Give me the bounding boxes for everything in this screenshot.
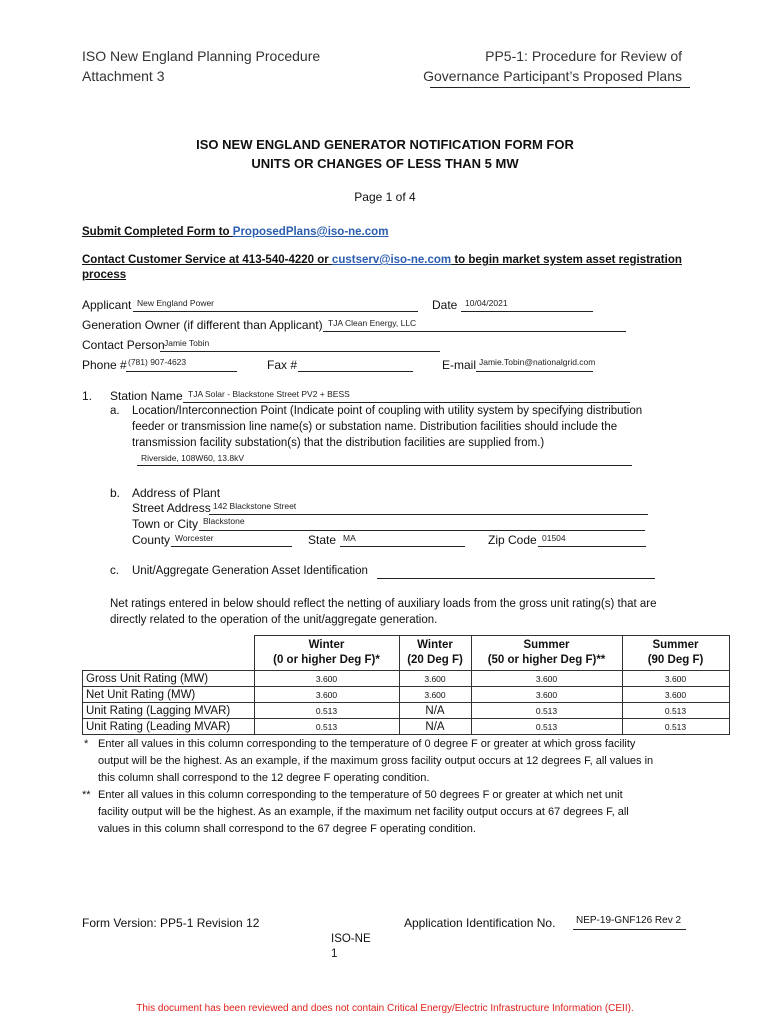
owner-label: Generation Owner (if different than Applicant) <box>82 318 323 332</box>
header-winter-20f-line2: (20 Deg F) <box>407 654 463 666</box>
table-cell[interactable]: 3.600 <box>622 671 729 687</box>
note2-line2: facility output will be the highest. As an example, if the maximum net facility output occurs at 67 degrees F, all <box>98 806 629 818</box>
table-cell[interactable]: 0.513 <box>471 719 622 735</box>
header-summer-50f-line2: (50 or higher Deg F)** <box>487 654 606 666</box>
town-line <box>199 530 645 531</box>
street-line <box>209 514 648 515</box>
station-name-field[interactable]: TJA Solar - Blackstone Street PV2 + BESS <box>188 389 350 399</box>
header-summer-50f <box>471 636 622 671</box>
note1-marker: * <box>84 738 89 750</box>
app-id-line <box>573 929 686 930</box>
applicant-line <box>133 311 418 312</box>
table-cell[interactable]: 3.600 <box>399 671 471 687</box>
note2-line1: Enter all values in this column corresponding to the temperature of 50 degrees F or greater at which net unit <box>98 789 623 801</box>
date-line <box>461 311 593 312</box>
email-line <box>476 371 593 372</box>
app-id-field[interactable]: NEP-19-GNF126 Rev 2 <box>576 915 682 926</box>
header-right-line1: PP5-1: Procedure for Review of <box>485 48 682 64</box>
county-label: County <box>132 533 171 547</box>
station-number: 1. <box>82 389 93 403</box>
contact-prefix: Contact Customer Service at 413-540-4220 or <box>82 254 332 266</box>
header-winter-0f-line2: (0 or higher Deg F)* <box>273 654 380 666</box>
email-field[interactable]: Jamie.Tobin@nationalgrid.com <box>479 357 596 367</box>
county-line <box>171 546 292 547</box>
zip-field[interactable]: 01504 <box>542 533 566 543</box>
street-label: Street Address <box>132 501 211 515</box>
table-cell[interactable]: 3.600 <box>471 671 622 687</box>
custserv-email-link[interactable]: custserv@iso-ne.com <box>331 254 452 266</box>
applicant-field[interactable]: New England Power <box>137 298 215 308</box>
header-summer-90f-line1: Summer <box>652 639 699 651</box>
header-winter-0f <box>254 636 399 671</box>
table-row <box>83 671 730 687</box>
zip-label: Zip Code <box>488 533 537 547</box>
contact-line2: process <box>82 269 127 281</box>
address-title: Address of Plant <box>132 486 221 500</box>
town-field[interactable]: Blackstone <box>203 516 245 526</box>
county-field[interactable]: Worcester <box>175 533 214 543</box>
zip-line <box>538 546 646 547</box>
note1-line1: Enter all values in this column corresponding to the temperature of 0 degree F or greater at which gross facility <box>98 738 636 750</box>
contact-person-field[interactable]: Jamie Tobin <box>164 338 210 348</box>
phone-label: Phone # <box>82 358 127 372</box>
page-indicator: Page 1 of 4 <box>354 190 416 204</box>
station-name-label: Station Name <box>110 389 183 403</box>
row-label: Net Unit Rating (MW) <box>83 687 255 703</box>
table-cell[interactable]: 3.600 <box>399 687 471 703</box>
header-rule <box>430 87 690 88</box>
contact-instruction <box>82 254 682 266</box>
phone-line <box>126 371 237 372</box>
table-header-row <box>83 636 730 671</box>
state-label: State <box>308 533 337 547</box>
note2-line3: values in this column shall correspond to the 67 degree F operating condition. <box>98 823 476 835</box>
proposed-plans-email-link[interactable]: ProposedPlans@iso-ne.com <box>232 226 389 238</box>
ratings-intro-line2: directly related to the operation of the unit/aggregate generation. <box>110 614 438 626</box>
town-label: Town or City <box>132 517 199 531</box>
state-field[interactable]: MA <box>343 533 356 543</box>
table-row <box>83 687 730 703</box>
footer-iso-ne: ISO-NE <box>331 933 371 945</box>
table-row <box>83 719 730 735</box>
fax-label: Fax # <box>267 358 298 372</box>
header-winter-20f <box>399 636 471 671</box>
owner-line <box>323 331 626 332</box>
header-winter-0f-line1: Winter <box>308 639 345 651</box>
location-field[interactable]: Riverside, 108W60, 13.8kV <box>141 453 244 463</box>
location-instruction-line2: feeder or transmission line name(s) or substation name. Distribution facilities should include the <box>132 421 618 433</box>
street-field[interactable]: 142 Blackstone Street <box>213 501 297 511</box>
row-label: Unit Rating (Leading MVAR) <box>83 719 255 735</box>
header-left-line2: Attachment 3 <box>82 68 165 84</box>
row-label: Gross Unit Rating (MW) <box>83 671 255 687</box>
applicant-label: Applicant <box>82 298 132 312</box>
date-field[interactable]: 10/04/2021 <box>465 298 508 308</box>
header-summer-50f-line1: Summer <box>523 639 570 651</box>
header-left-line1: ISO New England Planning Procedure <box>82 48 321 64</box>
table-row <box>83 703 730 719</box>
table-cell[interactable]: 0.513 <box>622 719 729 735</box>
item-b-marker: b. <box>110 486 121 500</box>
header-winter-20f-line1: Winter <box>417 639 453 651</box>
fax-field[interactable] <box>298 371 413 372</box>
table-cell[interactable]: 3.600 <box>471 687 622 703</box>
state-line <box>340 546 465 547</box>
phone-field[interactable]: (781) 907-4623 <box>128 357 187 367</box>
contact-person-label: Contact Person <box>82 338 165 352</box>
contact-suffix: to begin market system asset registration <box>451 254 682 266</box>
table-cell[interactable]: 0.513 <box>254 703 399 719</box>
ceii-notice: This document has been reviewed and does not contain Critical Energy/Electric Infrastructure Information (CEII). <box>136 1003 634 1014</box>
header-right-line2: Governance Participant’s Proposed Plans <box>423 68 682 84</box>
contact-person-line <box>160 351 440 352</box>
email-label: E-mail <box>442 358 477 372</box>
form-title-line1: ISO NEW ENGLAND GENERATOR NOTIFICATION FORM FOR <box>196 137 574 152</box>
table-cell[interactable]: 3.600 <box>254 671 399 687</box>
table-corner <box>83 636 255 671</box>
location-instruction-line1: Location/Interconnection Point (Indicate point of coupling with utility system by specifying distribution <box>132 405 643 417</box>
asset-id-label: Unit/Aggregate Generation Asset Identification <box>132 565 368 577</box>
location-instruction-line3: transmission facility substation(s) that the distribution facilities are supplied from.) <box>132 437 545 449</box>
table-cell[interactable]: N/A <box>399 703 471 719</box>
date-label: Date <box>432 298 458 312</box>
note1-line3: this column shall correspond to the 12 degree F operating condition. <box>98 772 430 784</box>
table-cell[interactable]: 0.513 <box>471 703 622 719</box>
unit-ratings-table <box>82 635 730 735</box>
location-line <box>137 465 632 466</box>
submit-instruction <box>82 226 388 238</box>
table-cell[interactable]: N/A <box>399 719 471 735</box>
note1-line2: output will be the highest. As an example, if the maximum gross facility output occurs at 12 degrees F, all values in <box>98 755 654 767</box>
submit-prefix: Submit Completed Form to <box>82 226 233 238</box>
item-a-marker: a. <box>110 405 120 417</box>
table-cell[interactable]: 0.513 <box>622 703 729 719</box>
app-id-label: Application Identification No. <box>404 916 556 930</box>
form-title-line2: UNITS OR CHANGES OF LESS THAN 5 MW <box>251 156 519 171</box>
ratings-intro-line1: Net ratings entered in below should reflect the netting of auxiliary loads from the gross unit rating(s) that are <box>110 598 657 610</box>
table-cell[interactable]: 0.513 <box>254 719 399 735</box>
header-summer-90f-line2: (90 Deg F) <box>647 654 704 666</box>
station-name-line <box>183 402 630 403</box>
note2-marker: ** <box>82 789 91 801</box>
item-c-marker: c. <box>110 565 119 577</box>
page-number: 1 <box>331 948 338 960</box>
asset-id-field[interactable] <box>377 578 655 579</box>
header-summer-90f <box>622 636 729 671</box>
table-cell[interactable]: 3.600 <box>622 687 729 703</box>
table-cell[interactable]: 3.600 <box>254 687 399 703</box>
owner-field[interactable]: TJA Clean Energy, LLC <box>328 318 417 328</box>
row-label: Unit Rating (Lagging MVAR) <box>83 703 255 719</box>
form-version: Form Version: PP5-1 Revision 12 <box>82 916 260 930</box>
